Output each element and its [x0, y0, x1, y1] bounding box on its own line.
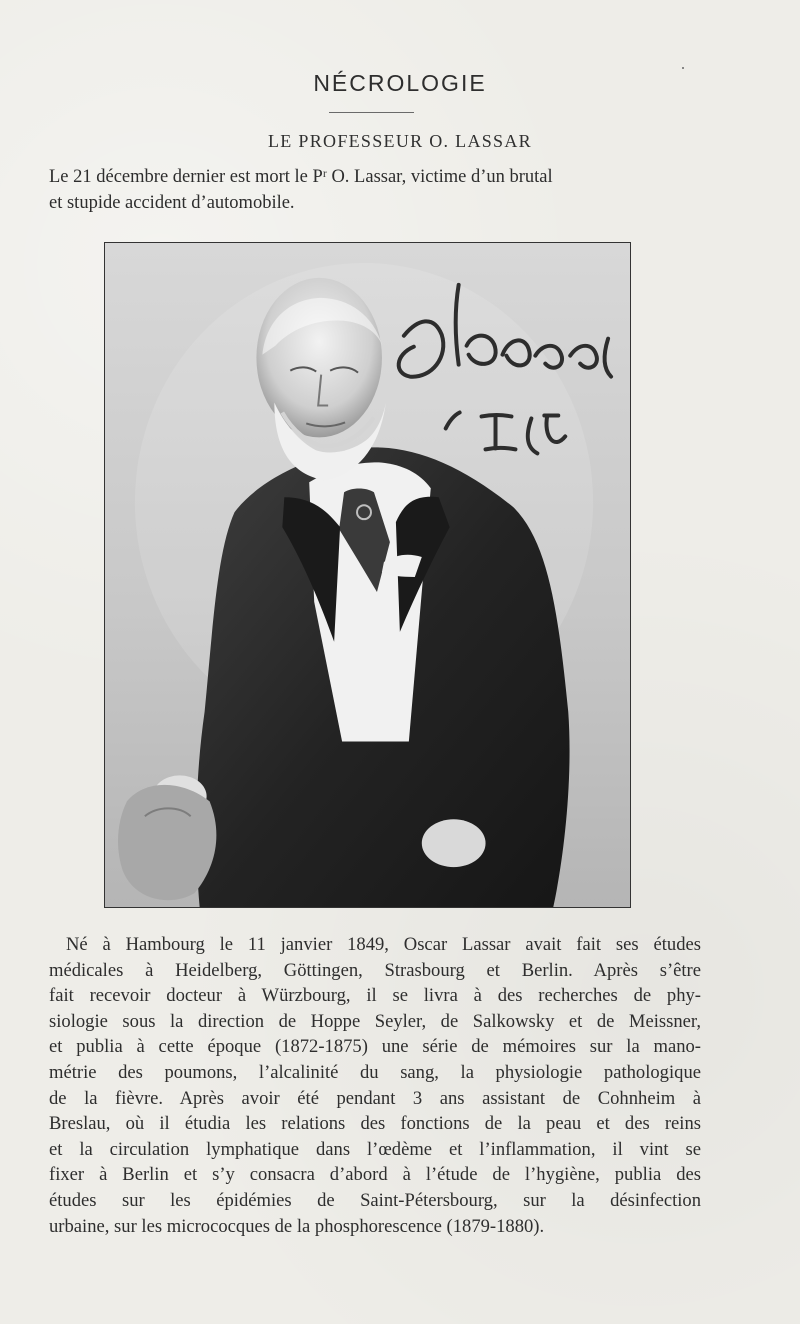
- body-line: et la circulation lymphatique dans l’œdème et l’inflammation, il vint se: [49, 1138, 701, 1160]
- body-line: et publia à cette époque (1872-1875) une série de mémoires sur la mano-: [49, 1036, 701, 1058]
- body-paragraph: [49, 932, 701, 1239]
- body-line: Breslau, où il étudia les relations des fonctions de la peau et des reins: [49, 1113, 701, 1135]
- title-rule: [329, 112, 414, 113]
- body-line: fixer à Berlin et s’y consacra d’abord à l’étude de l’hygiène, publia des: [49, 1164, 701, 1186]
- body-line: siologie sous la direction de Hoppe Seyler, de Salkowsky et de Meissner,: [49, 1010, 701, 1032]
- body-line: de la fièvre. Après avoir été pendant 3 ans assistant de Cohnheim à: [49, 1087, 701, 1109]
- intro-paragraph: [49, 164, 699, 216]
- portrait-illustration: [105, 243, 630, 907]
- body-line: Né à Hambourg le 11 janvier 1849, Oscar Lassar avait fait ses études: [66, 934, 701, 955]
- article-title: LE PROFESSEUR O. LASSAR: [268, 131, 532, 151]
- signature-date: 1. I. 05: [453, 442, 457, 444]
- body-line: fait recevoir docteur à Würzbourg, il se livra à des recherches de phy-: [49, 985, 701, 1007]
- body-line: études sur les épidémies de Saint-Pétersbourg, sur la désinfection: [49, 1189, 701, 1211]
- body-line: médicales à Heidelberg, Göttingen, Strasbourg et Berlin. Après s’être: [49, 959, 701, 981]
- section-title: NÉCROLOGIE: [313, 70, 487, 96]
- intro-line: et stupide accident d’automobile.: [49, 193, 295, 213]
- signature-name: Lassar: [453, 402, 457, 404]
- intro-line: Le 21 décembre dernier est mort le Pʳ O. Lassar, victime d’un brutal: [49, 167, 553, 187]
- body-line: urbaine, sur les micrococques de la phosphorescence (1879-1880).: [49, 1215, 545, 1237]
- body-line: métrie des poumons, l’alcalinité du sang, la physiologie pathologique: [49, 1061, 701, 1083]
- portrait-photo: [104, 242, 631, 908]
- page-speck: [682, 67, 684, 69]
